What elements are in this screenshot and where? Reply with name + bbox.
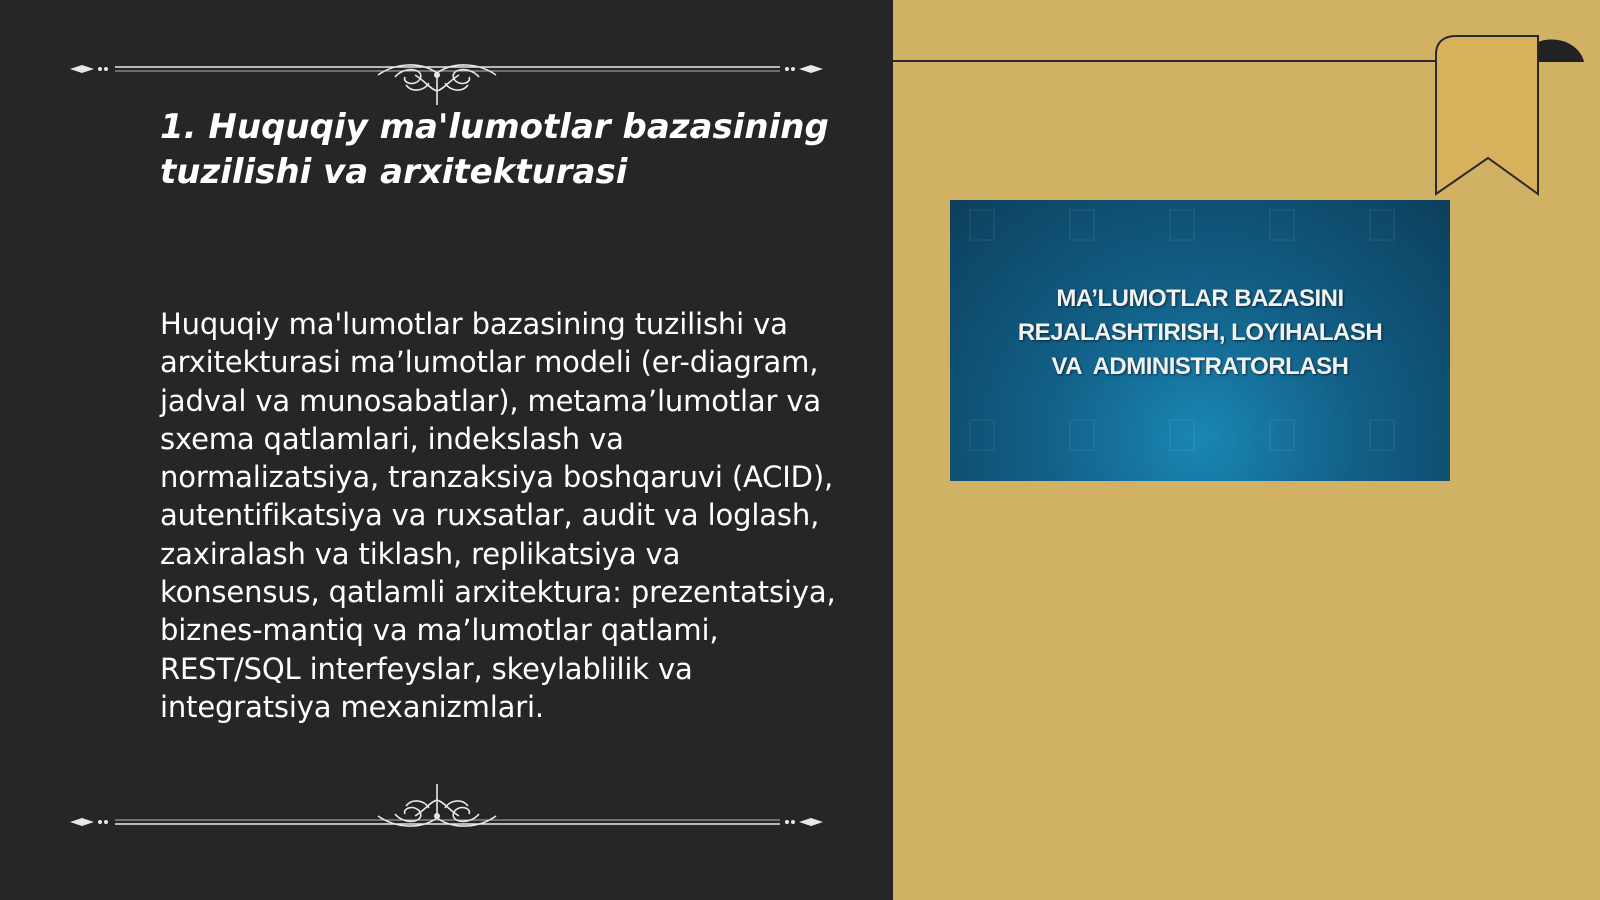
flourish-divider-icon — [0, 770, 893, 840]
flourish-divider-icon — [0, 35, 893, 105]
title-image — [950, 200, 1450, 481]
bookmark-ribbon-icon — [1434, 34, 1600, 204]
image-caption-line: MA’LUMOTLAR BAZASINI — [1056, 285, 1344, 312]
slide-body-text: Huquqiy ma'lumotlar bazasining tuzilishi va arxitekturasi ma’lumotlar modeli (er-diagram, jadval va munosabatlar), metama’lumotlar va sxema qatlamlari, indekslash va normalizatsiya, tranzaksiya boshqaruvi (ACID), autentifikatsiya va ruxsatlar, audit va loglash, zaxiralash va tiklash, replikatsiya va konsensus, qatlamli arxitektura: prezentatsiya, biznes-mantiq va ma’lumotlar qatlami, REST/SQL interfeyslar, skeylablilik va integratsiya mexanizmlari. — [160, 307, 836, 724]
image-caption — [950, 282, 1450, 384]
slide-title: 1. Huquqiy ma'lumotlar bazasining tuzilishi va arxitekturasi — [160, 107, 829, 192]
divider-line — [893, 60, 1438, 62]
image-caption-line: VA ADMINISTRATORLASH — [1051, 353, 1349, 380]
image-caption-line: REJALASHTIRISH, LOYIHALASH — [1017, 319, 1383, 346]
